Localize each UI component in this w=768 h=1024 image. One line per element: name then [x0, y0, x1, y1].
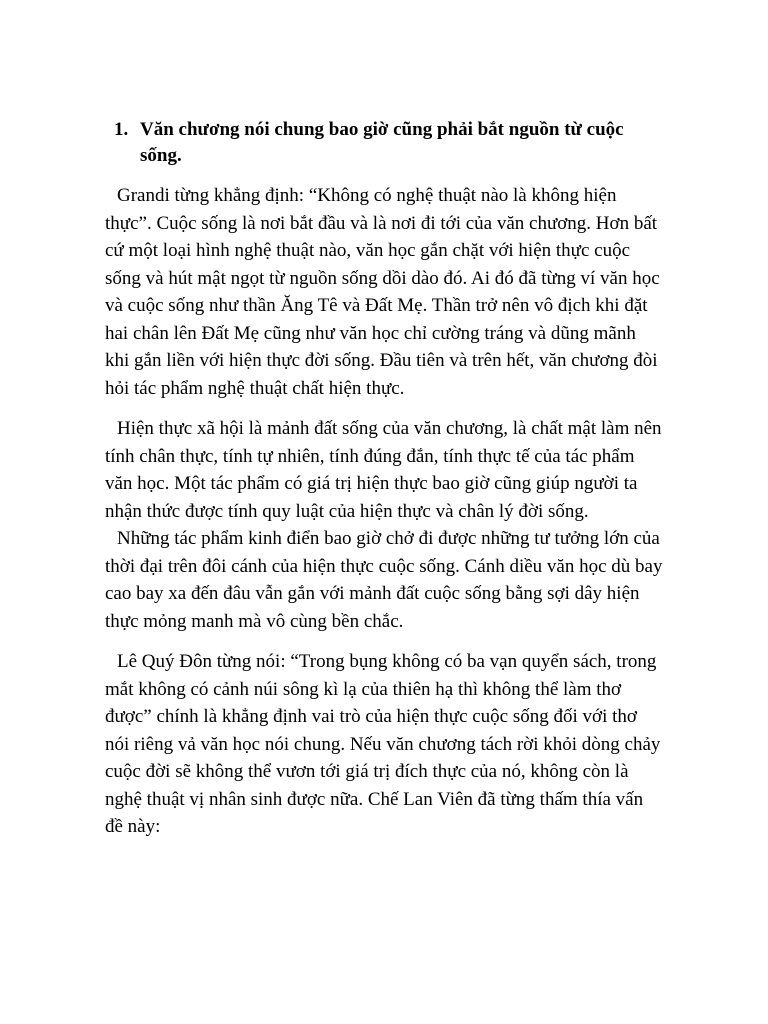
section-heading [114, 117, 663, 169]
paragraph-4: Lê Quý Đôn từng nói: “Trong bụng không có ba vạn quyển sách, trong mắt không có cảnh núi sông kì lạ của thiên hạ thì không thể làm thơ được” chính là khẳng định vai trò của hiện thực cuộc sống đối với thơ nói riêng vả văn học nói chung. Nếu văn chương tách rời khỏi dòng chảy cuộc đời sẽ không thể vươn tới giá trị đích thực của nó, không còn là nghệ thuật vị nhân sinh được nữa. Chế Lan Viên đã từng thấm thía vấn đề này: [105, 651, 661, 837]
paragraph-3: Những tác phẩm kinh điển bao giờ chở đi được những tư tưởng lớn của thời đại trên đôi cánh của hiện thực cuộc sống. Cánh diều văn học dù bay cao bay xa đến đâu vẫn gắn với mảnh đất cuộc sống bằng sợi dây hiện thực mỏng manh mà vô cùng bền chắc. [105, 528, 663, 632]
document-body [105, 117, 663, 841]
heading-number: 1. [114, 119, 129, 140]
heading-text: Văn chương nói chung bao giờ cũng phải bắt nguồn từ cuộc sống. [140, 119, 624, 166]
paragraph-1: Grandi từng khẳng định: “Không có nghệ thuật nào là không hiện thực”. Cuộc sống là nơi bắt đầu và là nơi đi tới của văn chương. Hơn bất cứ một loại hình nghệ thuật nào, văn học gắn chặt với hiện thực cuộc sống và hút mật ngọt từ nguồn sống dồi dào đó. Ai đó đã từng ví văn học và cuộc sống như thần Ăng Tê và Đất Mẹ. Thần trở nên vô địch khi đặt hai chân lên Đất Mẹ cũng như văn học chỉ cường tráng và dũng mãnh khi gắn liền với hiện thực đời sống. Đầu tiên và trên hết, văn chương đòi hỏi tác phẩm nghệ thuật chất hiện thực. [105, 185, 660, 399]
paragraph-2: Hiện thực xã hội là mảnh đất sống của văn chương, là chất mật làm nên tính chân thực, tính tự nhiên, tính đúng đắn, tính thực tế của tác phẩm văn học. Một tác phẩm có giá trị hiện thực bao giờ cũng giúp người ta nhận thức được tính quy luật của hiện thực và chân lý đời sống. [105, 418, 662, 522]
